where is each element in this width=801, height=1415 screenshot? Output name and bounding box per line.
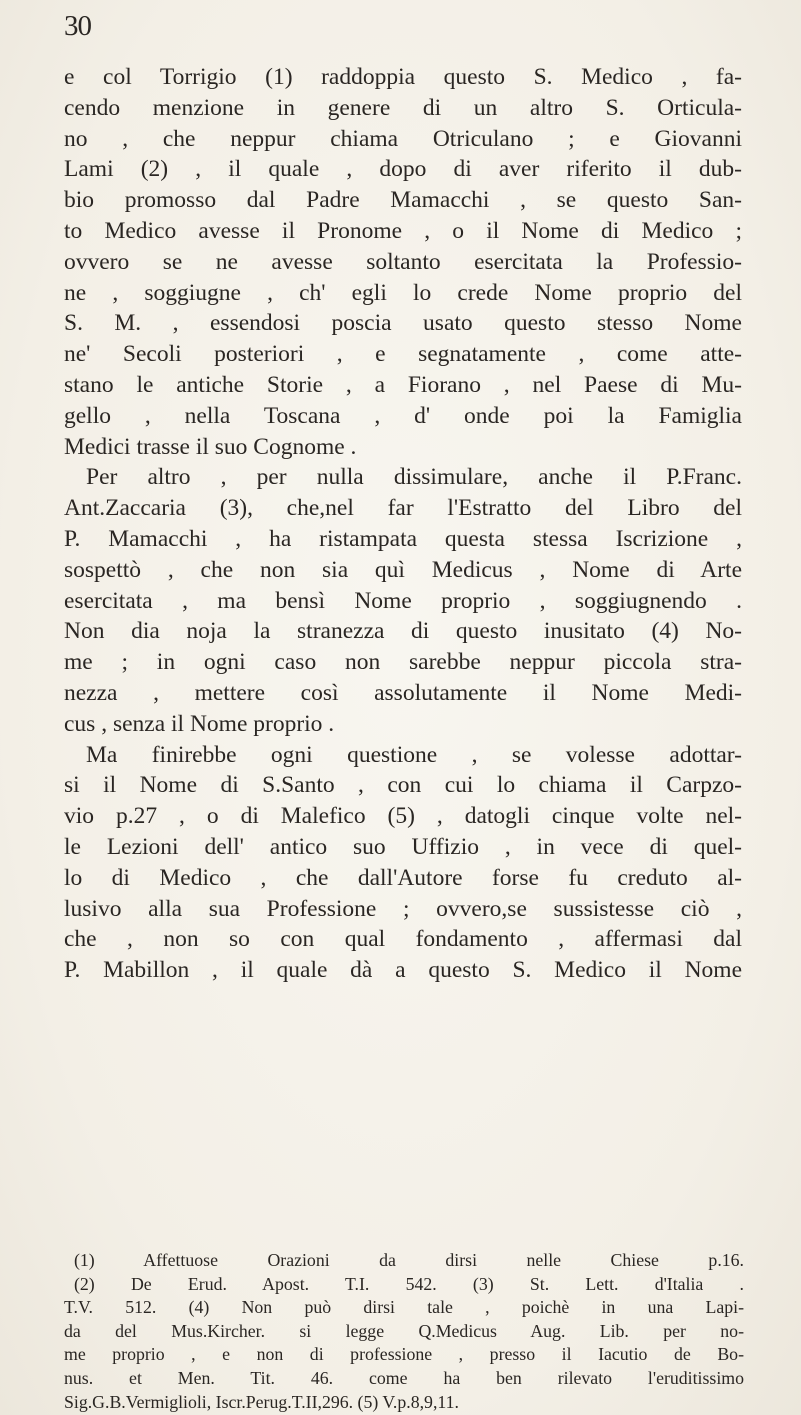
text-line: Per altro , per nulla dissimulare, anche il P.Franc. (86, 464, 742, 491)
text-line: ne , soggiugne , ch' egli lo crede Nome proprio del (64, 279, 742, 306)
text-line: Ma finirebbe ogni questione , se volesse adottar- (86, 741, 742, 768)
text-line: to Medico avesse il Pronome , o il Nome di Medico ; (64, 217, 742, 244)
text-line: me ; in ogni caso non sarebbe neppur piccola stra- (64, 649, 742, 676)
body-text (64, 62, 742, 986)
text-line: nezza , mettere così assolutamente il Nome Medi- (64, 679, 742, 706)
footnotes (64, 1249, 744, 1414)
text-line: Lami (2) , il quale , dopo di aver riferito il dub- (64, 156, 742, 183)
text-line: P. Mamacchi , ha ristampata questa stessa Iscrizione , (64, 525, 742, 552)
footnote-line: da del Mus.Kircher. si legge Q.Medicus Aug. Lib. per no- (64, 1320, 744, 1341)
text-line: Non dia noja la stranezza di questo inusitato (4) No- (64, 618, 742, 645)
text-line: lo di Medico , che dall'Autore forse fu creduto al- (64, 864, 742, 891)
text-line: che , non so con qual fondamento , affermasi dal (64, 926, 742, 953)
text-line: ovvero se ne avesse soltanto esercitata la Professio- (64, 248, 742, 275)
text-line: vio p.27 , o di Malefico (5) , datogli cinque volte nel- (64, 803, 742, 830)
text-line: cendo menzione in genere di un altro S. Orticula- (64, 94, 742, 121)
footnote-line: (2) De Erud. Apost. T.I. 542. (3) St. Lett. d'Italia . (74, 1273, 744, 1294)
text-line: ne' Secoli posteriori , e segnatamente , come atte- (64, 341, 742, 368)
text-line: bio promosso dal Padre Mamacchi , se questo San- (64, 187, 742, 214)
text-line: si il Nome di S.Santo , con cui lo chiama il Carpzo- (64, 772, 742, 799)
text-line: Medici trasse il suo Cognome . (64, 433, 357, 460)
footnote-line: T.V. 512. (4) Non può dirsi tale , poichè in una Lapi- (64, 1297, 744, 1318)
text-line: le Lezioni dell' antico suo Uffizio , in vece di quel- (64, 833, 742, 860)
text-line: stano le antiche Storie , a Fiorano , nel Paese di Mu- (64, 371, 742, 398)
text-line: sospettò , che non sia quì Medicus , Nome di Arte (64, 556, 742, 583)
footnote-line: nus. et Men. Tit. 46. come ha ben rilevato l'eruditissimo (64, 1367, 744, 1388)
page-number: 30 (64, 10, 91, 42)
footnote-line: (1) Affettuose Orazioni da dirsi nelle Chiese p.16. (74, 1250, 744, 1270)
text-line: S. M. , essendosi poscia usato questo stesso Nome (64, 310, 742, 337)
footnote-line: Sig.G.B.Vermiglioli, Iscr.Perug.T.II,296. (5) V.p.8,9,11. (64, 1391, 459, 1412)
footnote-line: me proprio , e non di professione , presso il Iacutio de Bo- (64, 1344, 744, 1365)
text-line: gello , nella Toscana , d' onde poi la Famiglia (64, 402, 742, 429)
text-line: lusivo alla sua Professione ; ovvero,se sussistesse ciò , (64, 895, 742, 922)
text-line: no , che neppur chiama Otriculano ; e Giovanni (64, 125, 742, 152)
text-line: cus , senza il Nome proprio . (64, 710, 335, 737)
text-line: P. Mabillon , il quale dà a questo S. Medico il Nome (64, 957, 742, 984)
text-line: esercitata , ma bensì Nome proprio , soggiugnendo . (64, 587, 742, 614)
text-line: Ant.Zaccaria (3), che,nel far l'Estratto del Libro del (64, 495, 742, 522)
text-line: e col Torrigio (1) raddoppia questo S. Medico , fa- (64, 64, 742, 90)
